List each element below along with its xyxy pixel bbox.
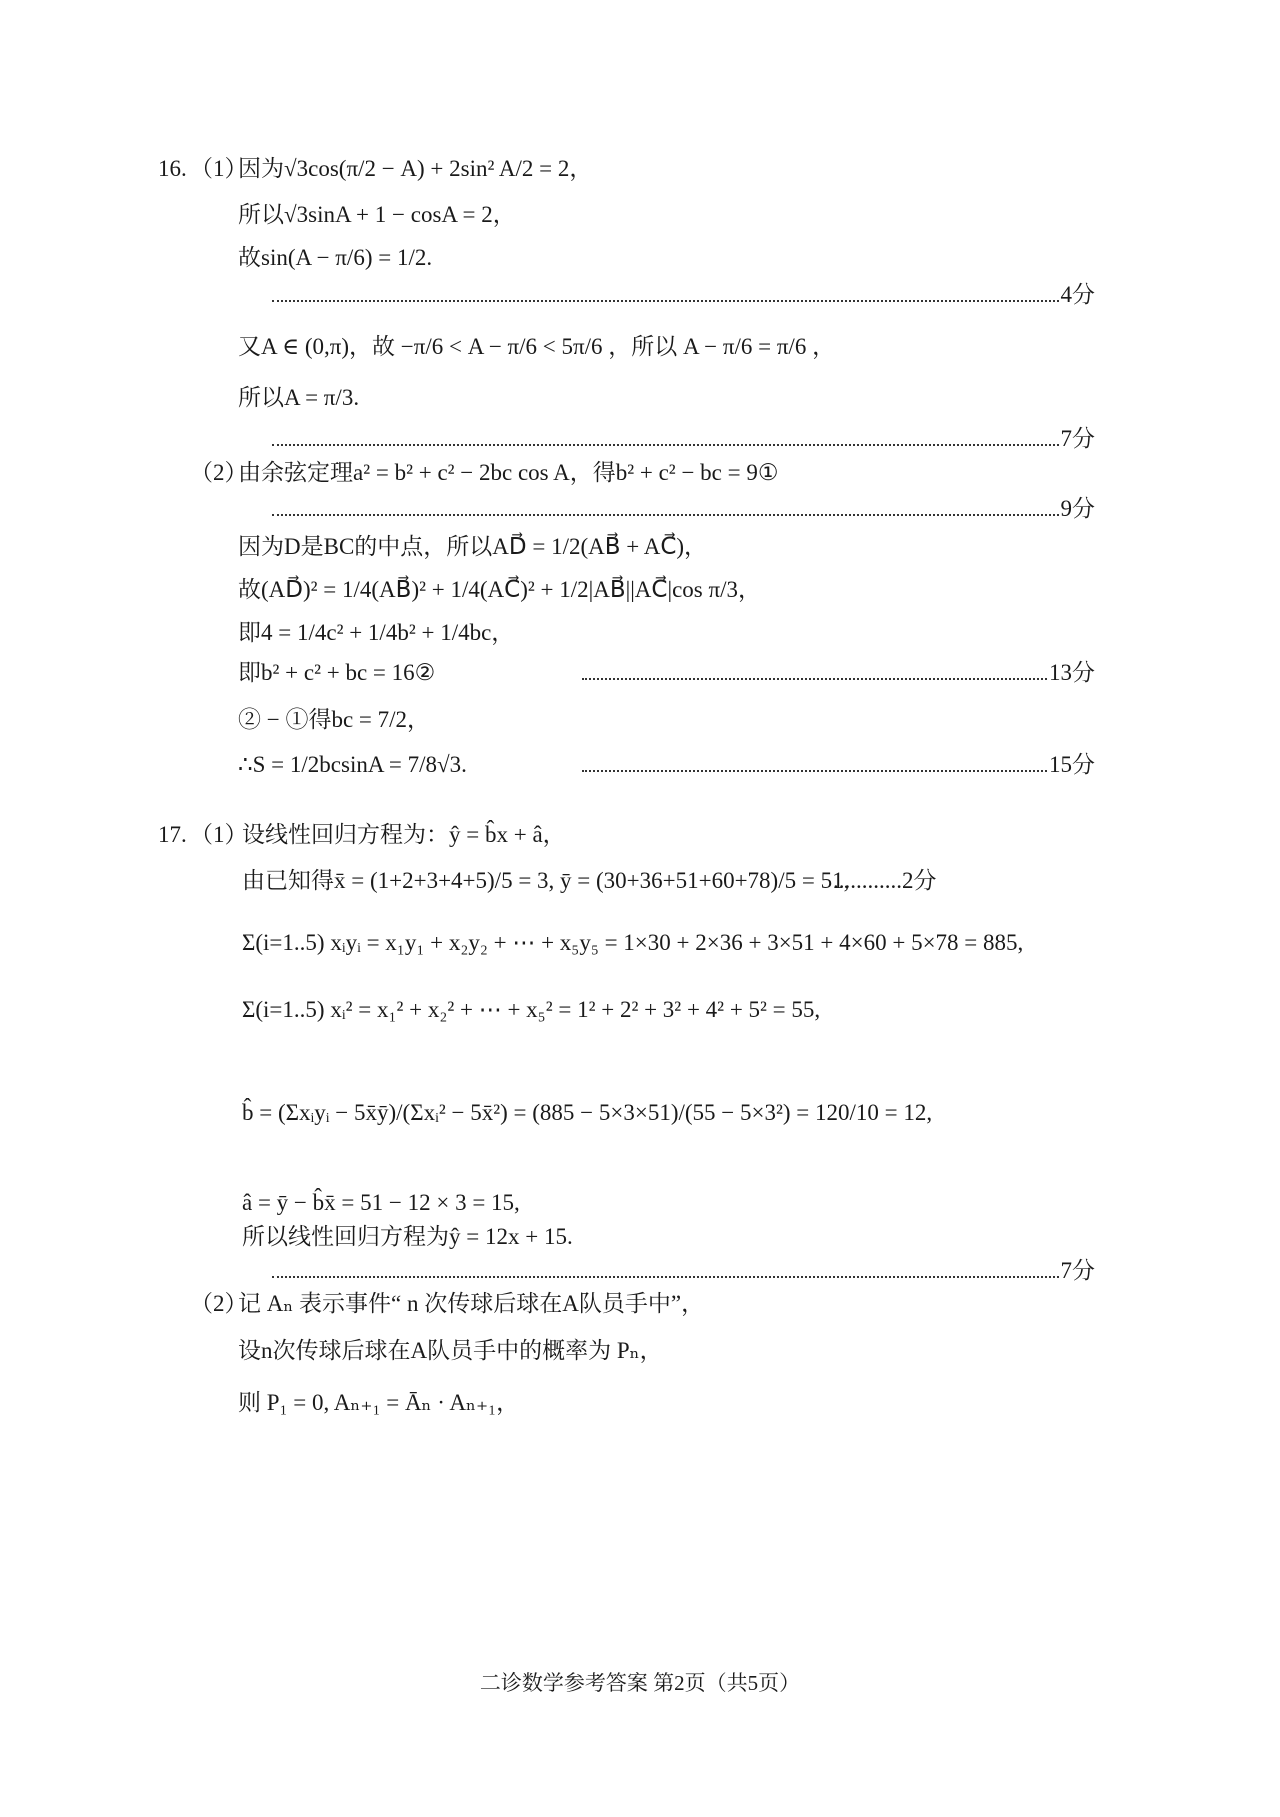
q17-line9: 设n次传球后球在A队员手中的概率为 Pₙ， xyxy=(238,1338,663,1363)
question-16-number: 16. xyxy=(158,156,187,181)
q16-line10: 即b² + c² + bc = 16② xyxy=(238,660,436,685)
q16-line2: 所以√3sinA + 1 − cosA = 2， xyxy=(238,202,516,227)
q16-line1: 因为√3cos(π/2 − A) + 2sin² A/2 = 2， xyxy=(238,156,593,181)
q17-line1: 设线性回归方程为：ŷ = b̂x + â， xyxy=(242,822,566,847)
q16-part1-label: （1） xyxy=(190,156,248,181)
q16-line7: 因为D是BC的中点，所以AD⃗ = 1/2(AB⃗ + AC⃗)， xyxy=(238,534,708,559)
q16-line11: ② − ①得bc = 7/2， xyxy=(238,707,431,732)
q16-line8: 故(AD⃗)² = 1/4(AB⃗)² + 1/4(AC⃗)² + 1/2|AB⃗||AC⃗|cos π/3， xyxy=(238,577,761,602)
q16-part2-label: （2） xyxy=(190,460,248,485)
q17-line10: 则 P₁ = 0, Aₙ₊₁ = Āₙ · Aₙ₊₁， xyxy=(238,1390,520,1415)
q17-score2-leader xyxy=(272,1254,1095,1278)
page-footer: 二诊数学参考答案 第2页（共5页） xyxy=(479,1671,801,1695)
q16-line3: 故sin(A − π/6) = 1/2. xyxy=(238,245,433,270)
q16-score2: 7分 xyxy=(1059,424,1096,454)
q17-line2: 由已知得x̄ = (1+2+3+4+5)/5 = 3, ȳ = (30+36+51+60+78)/5 = 51, xyxy=(242,868,850,893)
q17-part1-label: （1） xyxy=(190,822,248,847)
q16-line12: ∴S = 1/2bcsinA = 7/8√3. xyxy=(238,752,467,777)
q16-line9: 即4 = 1/4c² + 1/4b² + 1/4bc， xyxy=(238,620,515,645)
q17-line6: â = ȳ − b̂x̄ = 51 − 12 × 3 = 15, xyxy=(242,1190,520,1215)
q17-score1-value: 2分 xyxy=(902,868,937,893)
q17-line8: 记 Aₙ 表示事件“ n 次传球后球在A队员手中”， xyxy=(238,1291,705,1316)
q16-score4: 13分 xyxy=(1047,658,1095,688)
q16-score1-leader xyxy=(272,278,1095,302)
q16-score3: 9分 xyxy=(1059,494,1096,524)
q17-part2-label: （2） xyxy=(190,1291,248,1316)
q16-score3-leader xyxy=(272,492,1095,516)
q16-score5: 15分 xyxy=(1047,750,1095,780)
q16-line4: 又A ∈ (0,π)，故 −π/6 < A − π/6 < 5π/6 ，所以 A − π/6 = π/6 ， xyxy=(238,334,836,359)
q17-score2: 7分 xyxy=(1059,1256,1096,1286)
q17-line4: Σ(i=1..5) xᵢ² = x₁² + x₂² + ⋯ + x₅² = 1² + 2² + 3² + 4² + 5² = 55, xyxy=(242,997,821,1022)
q17-line5: b̂ = (Σxᵢyᵢ − 5x̄ȳ)/(Σxᵢ² − 5x̄²) = (885 − 5×3×51)/(55 − 5×3²) = 120/10 = 12, xyxy=(242,1100,933,1125)
q16-score1: 4分 xyxy=(1059,280,1096,310)
q16-line6: 由余弦定理a² = b² + c² − 2bc cos A，得b² + c² − bc = 9① xyxy=(238,460,779,485)
q17-score1: ............2分 xyxy=(833,868,937,893)
q16-score5-leader xyxy=(582,748,1095,772)
q17-line3: Σ(i=1..5) xᵢyᵢ = x₁y₁ + x₂y₂ + ⋯ + x₅y₅ = 1×30 + 2×36 + 3×51 + 4×60 + 5×78 = 885, xyxy=(242,930,1024,955)
q16-line5: 所以A = π/3. xyxy=(238,385,360,410)
q17-line7: 所以线性回归方程为ŷ = 12x + 15. xyxy=(242,1224,573,1249)
q16-score4-leader xyxy=(582,656,1095,680)
q16-score2-leader xyxy=(272,422,1095,446)
question-17-number: 17. xyxy=(158,822,187,847)
